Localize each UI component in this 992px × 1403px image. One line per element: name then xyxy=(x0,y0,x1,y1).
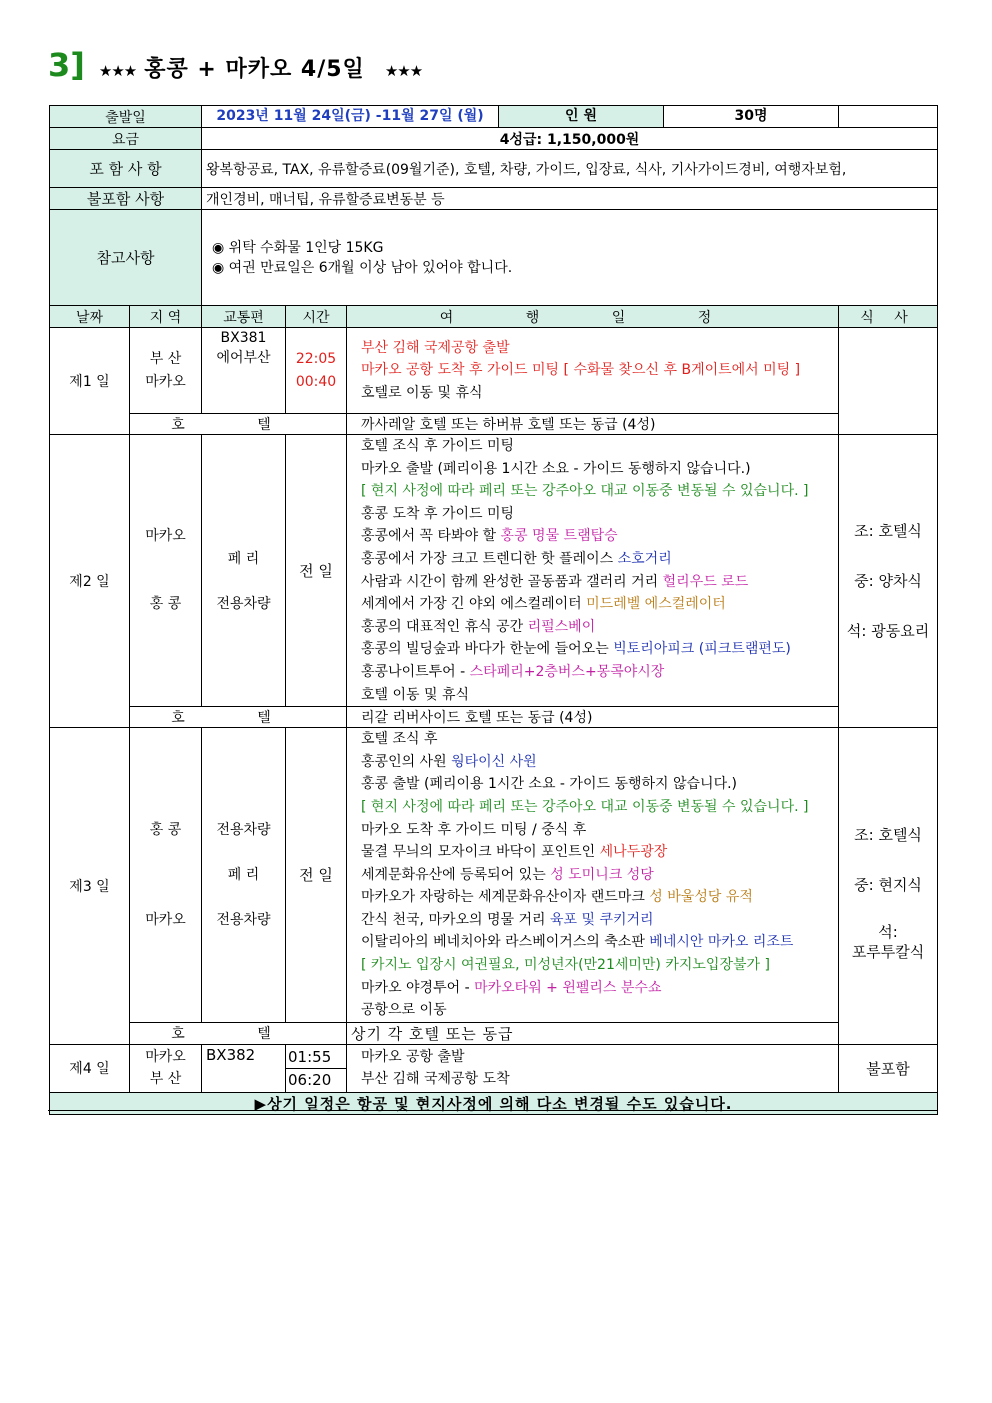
depart-label: 출발일 xyxy=(50,106,202,128)
schedule-line: [ 현지 사정에 따라 페리 또는 강주아오 대교 이동중 변동될 수 있습니다. ] xyxy=(361,483,809,500)
meal-item: 포루투칼식 xyxy=(851,942,925,961)
day-label: 제2 일 xyxy=(50,435,130,728)
col-meal: 식 사 xyxy=(839,306,938,328)
day-meals xyxy=(839,435,938,728)
hotel-label: 호 텔 xyxy=(130,1022,347,1044)
hotel-name: 리갈 리버사이드 호텔 또는 동급 (4성) xyxy=(347,707,839,728)
day-time: 전 일 xyxy=(286,728,347,1023)
col-schedule: 여 행 일 정 xyxy=(347,306,839,328)
schedule-line: 마카오 야경투어 - 마카오타워 + 윈펠리스 분수쇼 xyxy=(361,979,662,996)
flight-number: BX382 xyxy=(202,1044,286,1092)
schedule-line: 물결 무늬의 모자이크 바닥이 포인트인 세나두광장 xyxy=(361,844,668,861)
price-label: 요금 xyxy=(50,128,202,150)
schedule-line: 사람과 시간이 함께 완성한 골동품과 갤러리 거리 헐리우드 로드 xyxy=(361,573,749,590)
schedule-line: 홍콩에서 가장 크고 트렌디한 핫 플레이스 소호거리 xyxy=(361,550,672,567)
col-time: 시간 xyxy=(286,306,347,328)
meal-item: 석: xyxy=(878,922,898,941)
time: 22:05 xyxy=(295,350,337,367)
meal-item: 석: 광동요리 xyxy=(846,622,930,641)
meal-item: 조: 호텔식 xyxy=(854,825,922,844)
hotel-label: 호 텔 xyxy=(130,707,347,728)
meal-item: 중: 양차식 xyxy=(854,572,922,591)
price-value: 4성급: 1,150,000원 xyxy=(202,128,938,150)
schedule-line: 호텔 조식 후 가이드 미팅 xyxy=(361,438,515,454)
day-regions xyxy=(130,1044,202,1092)
region: 홍 콩 xyxy=(149,596,182,613)
col-date: 날짜 xyxy=(50,306,130,328)
schedule-line: 마카오 공항 도착 후 가이드 미팅 [ 수화물 찾으신 후 B게이트에서 미팅 ] xyxy=(361,362,801,379)
exclude-value: 개인경비, 매너팁, 유류할증료변동분 등 xyxy=(202,188,938,210)
transport-mode: 페 리 xyxy=(227,866,260,883)
day-schedule xyxy=(347,728,839,1023)
day-label: 제4 일 xyxy=(50,1044,130,1092)
meal-item: 조: 호텔식 xyxy=(854,522,922,541)
day-meals xyxy=(839,728,938,1045)
schedule-line: 홍콩 출발 (페리이용 1시간 소요 - 가이드 동행하지 않습니다.) xyxy=(361,776,738,793)
day-times xyxy=(286,1044,347,1092)
schedule-line: [ 현지 사정에 따라 페리 또는 강주아오 대교 이동중 변동될 수 있습니다. ] xyxy=(361,798,809,815)
schedule-line: 이탈리아의 베네치아와 라스베이거스의 축소판 베네시안 마카오 리조트 xyxy=(361,934,794,951)
day-meals xyxy=(839,328,938,435)
transport-mode: 전용차량 xyxy=(216,911,271,928)
day-transport xyxy=(202,328,286,414)
region: 마카오 xyxy=(145,1049,186,1066)
include-label: 포 함 사 항 xyxy=(50,150,202,188)
schedule-line: 홍콩나이트투어 - 스타페리+2층버스+몽콕야시장 xyxy=(361,663,665,680)
schedule-line: 홍콩의 빌딩숲과 바다가 한눈에 들어오는 빅토리아피크 (피크트램편도) xyxy=(361,641,791,658)
meal-item: 중: 현지식 xyxy=(854,875,922,894)
schedule-line: 홍콩 도착 후 가이드 미팅 xyxy=(361,505,515,522)
note-item: ◉ 여권 만료일은 6개월 이상 남아 있어야 합니다. xyxy=(212,259,513,276)
schedule-line: 부산 김해 국제공항 출발 xyxy=(361,339,510,356)
notes-label: 참고사항 xyxy=(50,210,202,306)
transport-mode: 페 리 xyxy=(227,550,260,567)
schedule-line: 마카오 도착 후 가이드 미팅 / 중식 후 xyxy=(361,821,587,838)
schedule-line: 마카오 공항 출발 xyxy=(361,1049,465,1066)
day-times xyxy=(286,328,347,414)
document-title xyxy=(48,46,422,86)
flight-number: BX381 xyxy=(220,330,267,346)
time: 01:55 xyxy=(288,1047,332,1066)
schedule-line: 세계문화유산에 등록되어 있는 성 도미니크 성당 xyxy=(361,866,654,883)
region: 마카오 xyxy=(145,528,186,545)
schedule-line: 부산 김해 국제공항 도착 xyxy=(361,1071,510,1088)
region: 마카오 xyxy=(145,373,186,390)
col-transport: 교통편 xyxy=(202,306,286,328)
schedule-line: 홍콩인의 사원 웡타이신 사원 xyxy=(361,753,537,770)
hotel-label: 호 텔 xyxy=(130,414,347,435)
stars-end: ★★★ xyxy=(384,62,423,80)
people-value: 30명 xyxy=(734,108,768,124)
airline: 에어부산 xyxy=(216,350,271,366)
day-time: 전 일 xyxy=(286,435,347,707)
schedule-line: 호텔 조식 후 xyxy=(361,731,438,748)
hotel-name: 까사레알 호텔 또는 하버뷰 호텔 또는 동급 (4성) xyxy=(347,414,839,435)
day-schedule xyxy=(347,435,839,707)
region: 마카오 xyxy=(145,911,186,928)
schedule-line: 호텔로 이동 및 휴식 xyxy=(361,384,483,401)
transport-mode: 전용차량 xyxy=(216,821,271,838)
schedule-line: 공항으로 이동 xyxy=(361,1002,447,1019)
schedule-line: 홍콩의 대표적인 휴식 공간 리펄스베이 xyxy=(361,618,596,635)
schedule-line: 홍콩에서 꼭 타봐야 할 홍콩 명물 트램탑승 xyxy=(361,528,618,545)
footer-notice: ▶상기 일정은 항공 및 현지사정에 의해 다소 변경될 수도 있습니다. xyxy=(50,1092,938,1114)
day-label: 제1 일 xyxy=(50,328,130,435)
region: 홍 콩 xyxy=(149,821,182,838)
meal-text: 불포함 xyxy=(839,1044,938,1092)
day-label: 제3 일 xyxy=(50,728,130,1045)
transport-mode: 전용차량 xyxy=(216,596,271,613)
schedule-line: 세계에서 가장 긴 야외 에스컬레이터 미드레벨 에스컬레이터 xyxy=(361,596,726,613)
day-transport xyxy=(202,435,286,707)
col-region: 지 역 xyxy=(130,306,202,328)
time: 00:40 xyxy=(295,373,337,390)
region: 부 산 xyxy=(149,350,182,367)
region: 부 산 xyxy=(149,1071,182,1088)
day-regions xyxy=(130,328,202,414)
section-number: 3] xyxy=(48,46,85,84)
people-label: 인 원 xyxy=(499,106,664,127)
schedule-line: 호텔 이동 및 휴식 xyxy=(361,686,470,703)
schedule-line: 마카오가 자랑하는 세계문화유산이자 랜드마크 성 바울성당 유적 xyxy=(361,889,753,906)
day-schedule xyxy=(347,328,839,414)
depart-value: 2023년 11월 24일(금) -11월 27일 (월) xyxy=(202,106,499,127)
day-regions xyxy=(130,728,202,1023)
include-value: 왕복항공료, TAX, 유류할증료(09월기준), 호텔, 차량, 가이드, 입장료, 식사, 기사가이드경비, 여행자보험, xyxy=(202,150,938,188)
time: 06:20 xyxy=(286,1068,346,1091)
hotel-name: 상기 각 호텔 또는 동급 xyxy=(347,1022,839,1044)
schedule-line: [ 카지노 입장시 여권필요, 미성년자(만21세미만) 카지노입장불가 ] xyxy=(361,957,770,974)
schedule-line: 마카오 출발 (페리이용 1시간 소요 - 가이드 동행하지 않습니다.) xyxy=(361,460,751,477)
stars-start: ★★★ xyxy=(98,62,137,80)
exclude-label: 불포함 사항 xyxy=(50,188,202,210)
note-item: ◉ 위탁 수화물 1인당 15KG xyxy=(212,239,384,256)
schedule-line: 간식 천국, 마카오의 명물 거리 육포 및 쿠키거리 xyxy=(361,911,654,928)
day-transport xyxy=(202,728,286,1023)
bottom-rule xyxy=(48,1110,938,1111)
itinerary-table xyxy=(49,105,938,1115)
tour-title: 홍콩 + 마카오 4/5일 xyxy=(144,57,365,82)
day-schedule xyxy=(347,1044,839,1092)
notes-cell xyxy=(202,210,938,306)
day-regions xyxy=(130,435,202,707)
